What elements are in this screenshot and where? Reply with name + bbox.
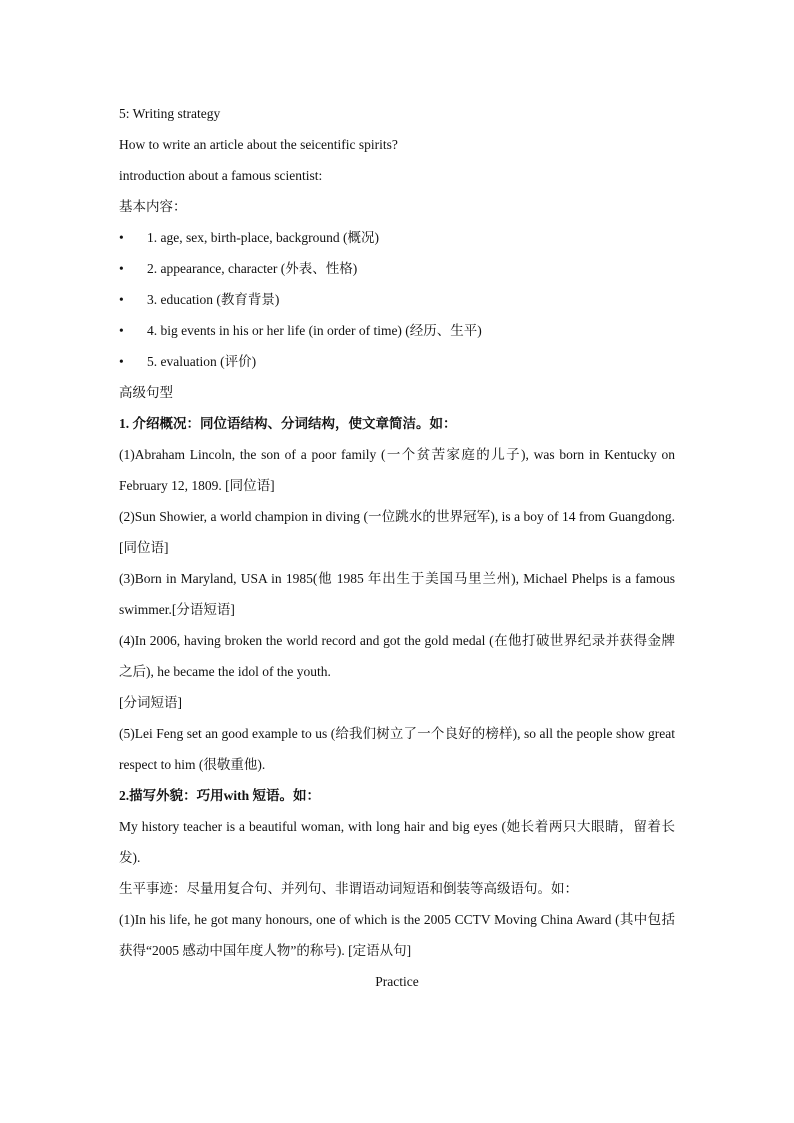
example-sentence: My history teacher is a beautiful woman, with long hair and big eyes (她长着两只大眼睛，留着长发). (119, 819, 675, 865)
practice-heading: Practice (375, 974, 419, 989)
grammar-tag: [分词短语] (119, 695, 182, 710)
advanced-sentences-label: 高级句型 (119, 385, 173, 400)
bullet-text: 3. education (教育背景) (147, 292, 280, 307)
bullet-item (119, 284, 675, 315)
section2-title: 2.描写外貌：巧用with 短语。如： (119, 788, 321, 803)
section3-title: 生平事迹：尽量用复合句、并列句、非谓语动词短语和倒装等高级语句。如： (119, 881, 578, 896)
bullet-item (119, 315, 675, 346)
bullet-item (119, 346, 675, 377)
example-sentence: (2)Sun Showier, a world champion in diving (一位跳水的世界冠军), is a boy of 14 from Guangdong. [同位语] (119, 509, 675, 555)
bullet-text: 5. evaluation (评价) (147, 354, 257, 369)
example-sentence: (3)Born in Maryland, USA in 1985(他 1985 年出生于美国马里兰州), Michael Phelps is a famous swimmer.[分语短语] (119, 571, 675, 617)
section1-title: 1. 介绍概况：同位语结构、分词结构，使文章简洁。如： (119, 416, 457, 431)
intro-line: introduction about a famous scientist: (119, 168, 323, 183)
bullet-text: 1. age, sex, birth-place, background (概况) (147, 230, 380, 245)
bullet-icon: • (119, 230, 124, 245)
document-page (119, 98, 675, 997)
bullet-icon: • (119, 354, 124, 369)
bullet-text: 2. appearance, character (外表、性格) (147, 261, 358, 276)
example-sentence: (4)In 2006, having broken the world record and got the gold medal (在他打破世界纪录并获得金牌之后), he became the idol of the youth. (119, 633, 675, 679)
bullet-icon: • (119, 292, 124, 307)
bullet-icon: • (119, 261, 124, 276)
bullet-icon: • (119, 323, 124, 338)
bullet-item (119, 222, 675, 253)
example-sentence: (1)In his life, he got many honours, one of which is the 2005 CCTV Moving China Award (其中包括获得“2005 感动中国年度人物”的称号). [定语从句] (119, 912, 675, 958)
bullet-item (119, 253, 675, 284)
example-sentence: (5)Lei Feng set an good example to us (给我们树立了一个良好的榜样), so all the people show great respect to him (很敬重他). (119, 726, 675, 772)
bullet-text: 4. big events in his or her life (in order of time) (经历、生平) (147, 323, 482, 338)
guiding-question: How to write an article about the seicentific spirits? (119, 137, 398, 152)
basic-content-label: 基本内容： (119, 199, 187, 214)
example-sentence: (1)Abraham Lincoln, the son of a poor family (一个贫苦家庭的儿子), was born in Kentucky on February 12, 1809. [同位语] (119, 447, 675, 493)
section-heading: 5: Writing strategy (119, 106, 221, 121)
